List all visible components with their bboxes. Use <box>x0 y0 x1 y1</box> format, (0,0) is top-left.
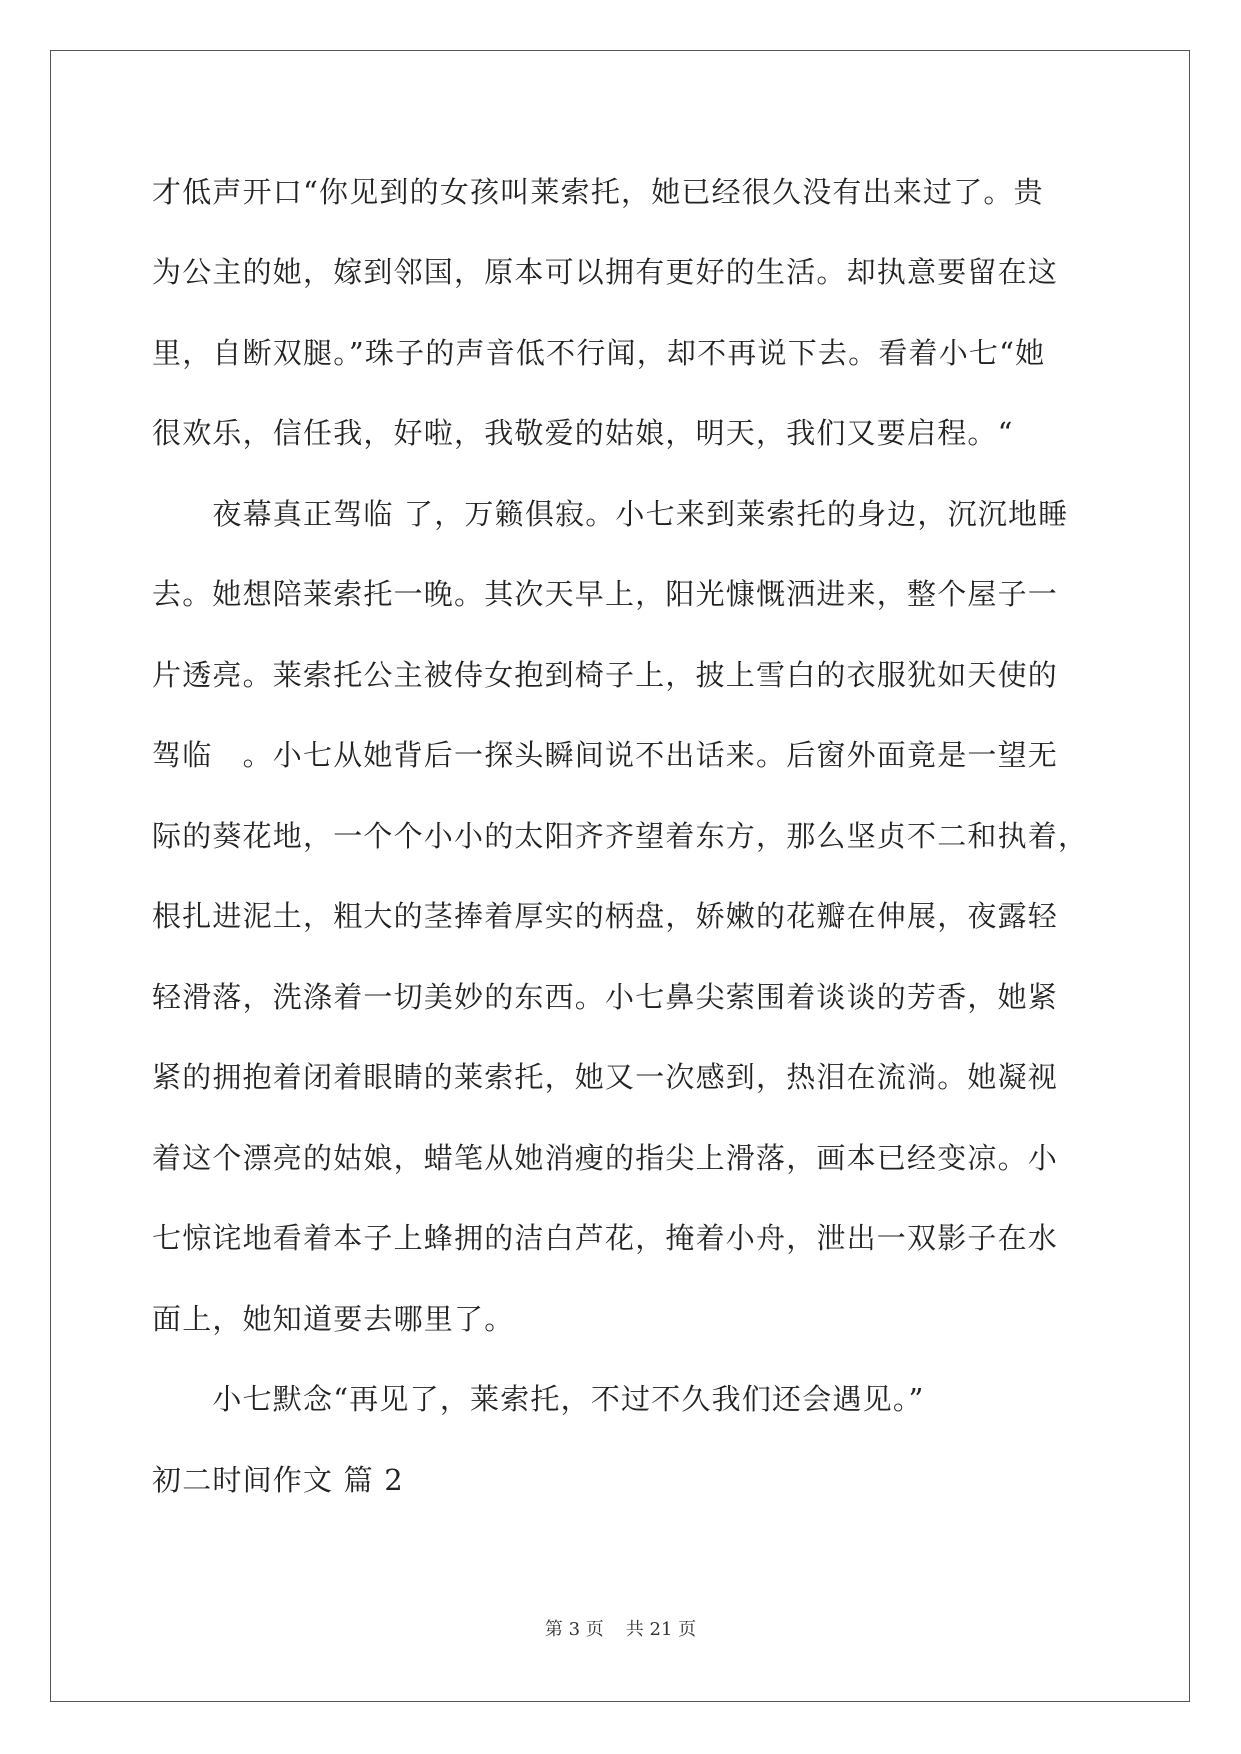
text-line: 里，自断双腿。”珠子的声音低不行闻，却不再说下去。看着小七“她 <box>152 336 1046 370</box>
text-line: 轻滑落，洗涤着一切美妙的东西。小七鼻尖萦围着谈谈的芳香，她紧 <box>152 980 1059 1014</box>
text-line: 面上，她知道要去哪里了。 <box>152 1302 515 1336</box>
text-line: 七惊诧地看着本子上蜂拥的洁白芦花，掩着小舟，泄出一双影子在水 <box>152 1221 1059 1255</box>
text-line: 紧的拥抱着闭着眼睛的莱索托，她又一次感到，热泪在流淌。她凝视 <box>152 1060 1059 1094</box>
text-line: 根扎进泥土，粗大的茎捧着厚实的柄盘，娇嫩的花瓣在伸展，夜露轻 <box>152 899 1059 933</box>
text-line: 去。她想陪莱索托一晚。其次天早上，阳光慷慨洒进来，整个屋子一 <box>152 577 1059 611</box>
text-line: 际的葵花地，一个个小小的太阳齐齐望着东方，那么坚贞不二和执着， <box>152 819 1089 853</box>
text-line: 很欢乐，信任我，好啦，我敬爱的姑娘，明天，我们又要启程。“ <box>152 416 1014 450</box>
text-line: 夜幕真正驾临 了，万籁俱寂。小七来到莱索托的身边，沉沉地睡 <box>152 497 1069 531</box>
page-border <box>50 50 1190 1702</box>
text-line: 小七默念“再见了，莱索托，不过不久我们还会遇见。” <box>152 1382 925 1416</box>
text-line: 驾临 。小七从她背后一探头瞬间说不出话来。后窗外面竟是一望无 <box>152 738 1059 772</box>
text-line: 着这个漂亮的姑娘，蜡笔从她消瘦的指尖上滑落，画本已经变凉。小 <box>152 1141 1059 1175</box>
section-heading: 初二时间作文 篇 2 <box>152 1463 404 1497</box>
text-line: 为公主的她，嫁到邻国，原本可以拥有更好的生活。却执意要留在这 <box>152 255 1059 289</box>
text-line: 才低声开口“你见到的女孩叫莱索托，她已经很久没有出来过了。贵 <box>152 175 1044 209</box>
text-line: 片透亮。莱索托公主被侍女抱到椅子上，披上雪白的衣服犹如天使的 <box>152 658 1059 692</box>
page-footer <box>0 1618 1241 1642</box>
page-total: 共 21 页 <box>625 1619 697 1640</box>
page-number: 第 3 页 <box>544 1619 604 1640</box>
